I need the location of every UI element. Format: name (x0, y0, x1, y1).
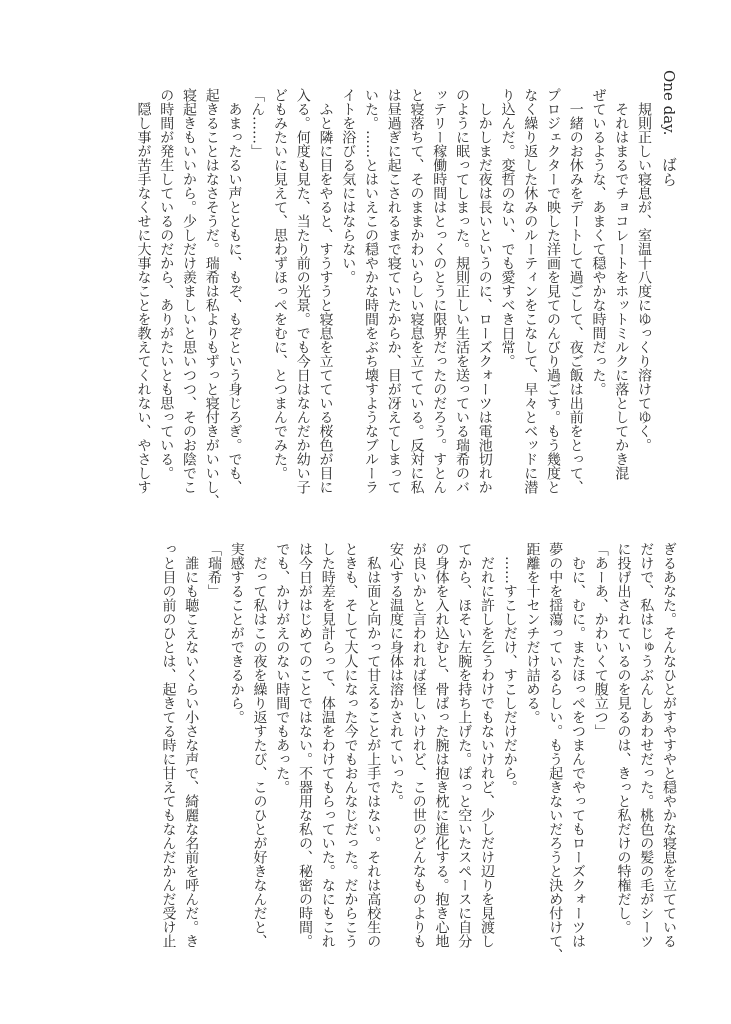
text-line: ッテリー稼働時間はとっくのとうに限界だったのだろう。すとん (431, 88, 448, 494)
text-line: だれに許しを乞うわけでもないけれど、少しだけ辺りを見渡し (479, 542, 495, 948)
text-line: ぎるあなた。そんなひとがすやすやと穏やかな寝息を立てている (661, 542, 677, 948)
text-line: 私は面と向かって甘えることが上手ではない。それは高校生の (365, 542, 382, 948)
text-line: 入る。何度も見た、当たり前の光景。でも今日はなんだか幼い子 (294, 88, 311, 494)
text-line: どもみたいに見えて、思わずほっぺをむに、とつまんでみた。 (272, 88, 288, 480)
text-line: てから、ほそい左腕を持ち上げた。ぽっと空いたスペースに自分 (456, 542, 473, 948)
text-line: は昼過ぎに起こされるまで寝ていたからか、目が冴えてしまって (385, 88, 402, 494)
text-line: に投げ出されているのを見るのは、きっと私だけの特権だし。 (615, 542, 632, 934)
title-text: One day. (660, 70, 678, 136)
author-name: ばら (660, 157, 678, 188)
text-line: のように眠ってしまった。規則正しい生活を送っている瑞希のバ (454, 88, 470, 494)
text-line: 誰にも聴こえないくらい小さな声で、綺麗な名前を呼んだ。き (183, 542, 200, 948)
text-line: 寝起きもいいから。少しだけ羨ましいと思いつつ、そのお陰でこ (181, 88, 197, 494)
text-line: いた。……とはいえこの穏やかな時間をぶち壊すようなブルーラ (363, 88, 379, 494)
text-line: と寝落ちて、そのままかわいらしい寝息を立てている。反対に私 (408, 88, 425, 494)
text-line: 「あーあ、かわいくて腹立つ」 (592, 542, 609, 738)
text-line: むに、むに。またほっぺをつまんでやってもローズクォーツは (570, 542, 586, 948)
text-line: 隠し事が苦手なくせに大事なことを教えてくれない、やさしす (135, 88, 152, 494)
text-line: ぜているような、あまくて穏やかな時間だった。 (590, 88, 607, 396)
text-line: り込んだ。変哲のない、でも愛すべき日常。 (499, 88, 516, 368)
text-line: ……すこしだけ、すこしだけだから。 (501, 542, 518, 794)
text-line: っと目の前のひとは、起きてる時に甘えてもなんだかんだ受け止 (160, 542, 177, 948)
text-line: あまったるい声とともに、もぞ、もぞという身じろぎ。でも、 (226, 88, 243, 494)
text-line: の時間が発生しているのだから、ありがたいとも思っている。 (158, 88, 175, 480)
text-line: だって私はこの夜を繰り返すたび、このひとが好きなんだと、 (251, 542, 268, 948)
text-line: しかしまだ夜は長いというのに、ローズクォーツは電池切れか (476, 88, 493, 494)
text-line: 起きることはなさそうだ。瑞希は私よりもずっと寝付きがいいし、 (203, 88, 220, 508)
text-line: なく繰り返した休みのルーティンをこなして、早々とベッドに潜 (522, 88, 539, 494)
text-line: が良いかと言われれば怪しいけれど、この世のどんなものよりも (410, 542, 427, 948)
text-line: 「瑞希」 (206, 542, 222, 598)
text-line: 規則正しい寝息が、室温十八度にゆっくり溶けてゆく。 (636, 88, 652, 452)
text-line: ときも、そして大人になった今でもおんなじだった。だからこう (342, 542, 359, 948)
text-line: イトを浴びる気にはならない。 (340, 88, 357, 284)
text-line: でも、かけがえのない時間でもあった。 (274, 542, 291, 794)
text-line: の身体を入れ込むと、骨ばった腕は抱き枕に進化する。抱き心地 (433, 542, 450, 948)
story-title (658, 70, 680, 187)
text-line: だけで、私はじゅうぶんしあわせだった。桃色の髪の毛がシーツ (638, 542, 655, 948)
text-line: は今日がはじめてのことではない。不器用な私の、秘密の時間。 (297, 542, 313, 948)
text-line: 一緒のお休みをデートして過ごして、夜ご飯は出前をとって、 (567, 88, 584, 494)
text-line: 安心する温度に身体は溶かされていった。 (388, 542, 404, 808)
text-block-bottom (157, 542, 680, 962)
text-line: した時差を見計らって、体温をわけてもらっていた。なにもこれ (319, 542, 336, 948)
text-line: 距離を十センチだけ詰める。 (524, 542, 541, 724)
text-line: ふと隣に目をやると、すうすうと寝息を立てている桜色が目に (317, 88, 334, 494)
text-line: 「ん……」 (249, 88, 266, 158)
text-line: 夢の中を揺蕩っているらしい。もう起きないだろうと決め付けて、 (547, 542, 564, 962)
text-line: 実感することができるから。 (228, 542, 245, 724)
text-block-top (132, 88, 655, 508)
text-line: プロジェクターで映した洋画を見てのんびり過ごす。もう幾度と (545, 88, 561, 494)
text-line: それはまるでチョコレートをホットミルクに落としてかき混 (613, 88, 630, 480)
